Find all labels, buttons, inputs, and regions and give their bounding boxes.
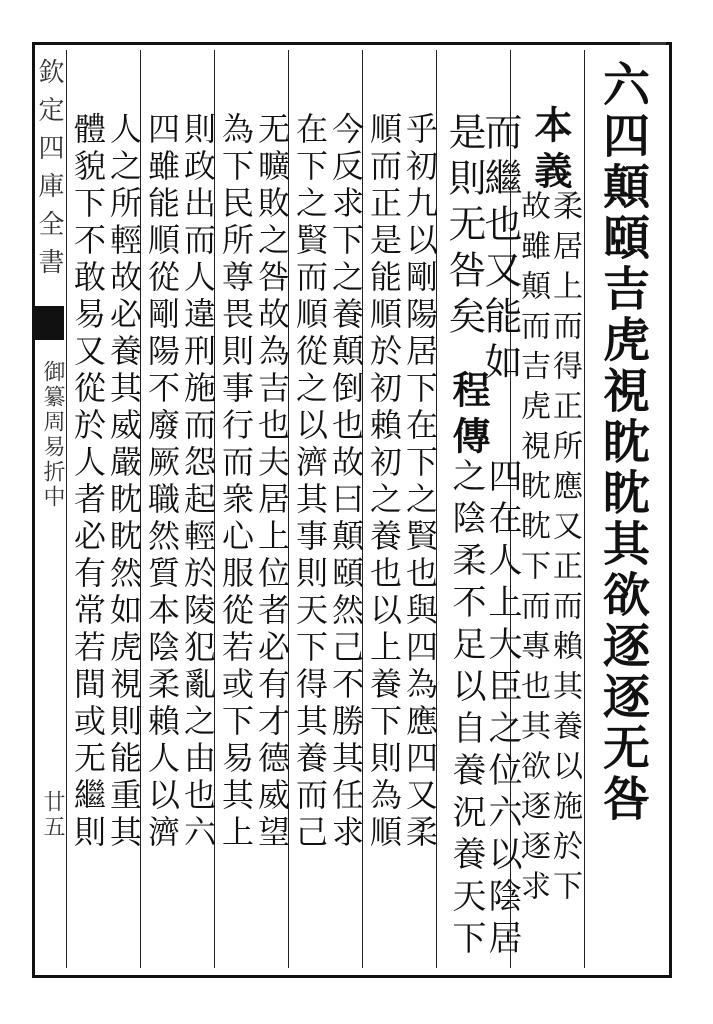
text-column: 四雖能順從剛陽不廢厥職然質本陰柔賴人以濟 [143,112,181,852]
commentary-label-benyi: 本義 [528,105,573,197]
column-rule [66,50,67,968]
text-column: 在下之賢而順從之以濟其事則天下得其養而己 [291,112,329,852]
corner-tick [640,42,666,45]
fishtail-mark [34,306,64,340]
text-column: 則政出而人違刑施而怨起輕於陵犯亂之由也六 [179,112,217,852]
book-title: 欽定四庫全書 [34,58,64,286]
column-rule [584,50,585,968]
text-column: 四在人上大臣之位六以陰居 [482,458,522,962]
volume-title: 御纂周易折中 [40,360,65,510]
text-column: 乎初九以剛陽居下在下之賢也與四為應四又柔 [401,112,439,852]
text-column: 故雖顛而吉虎視眈眈下而專也其欲逐逐求 [515,190,550,910]
text-column: 是則无咎矣 [442,112,486,342]
text-column: 柔居上而得正所應又正而賴其養以施於下 [547,190,582,910]
text-column: 為下民所尊畏則事行而衆心服從若或下易其上 [217,112,255,852]
hexagram-line-title: 六四顛頤吉虎視眈眈其欲逐逐无咎 [595,60,650,825]
text-column: 今反求下之養顛倒也故曰顛頤然己不勝其任求 [327,112,365,852]
commentary-label-chengzhuan: 程傳 [446,370,491,462]
text-column: 人之所輕故必養其威嚴眈眈然如虎視則能重其 [105,112,143,852]
text-column: 无曠敗之咎故為吉也夫居上位者必有才德威望 [253,112,291,852]
text-column: 體貌下不敢易又從於人者必有常若間或无繼則 [69,112,107,852]
text-column: 之陰柔不足以自養況養天下 [446,458,486,962]
text-column: 順而正是能順於初賴初之養也以上養下則為順 [365,112,403,852]
text-column: 而繼也又能如 [478,112,522,388]
page-number: 廿五 [40,790,65,840]
